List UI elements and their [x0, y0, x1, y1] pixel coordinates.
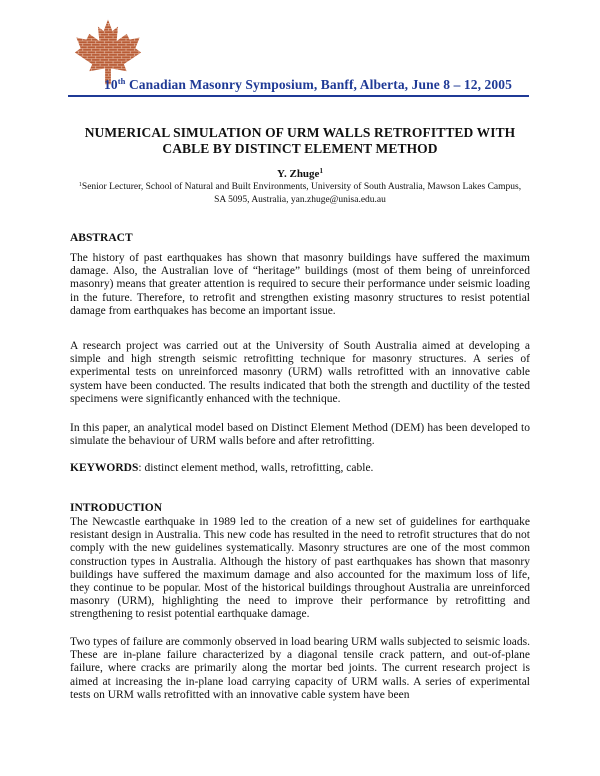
conference-header [70, 18, 530, 98]
author-mark: 1 [319, 167, 323, 175]
introduction-paragraph-2: Two types of failure are commonly observed in load bearing URM walls subjected to seismic loads. These are in-plane failure characterized by a diagonal tensile crack pattern, and out-of-plane failure, where cracks are primarily along the mortar bed joints. The current research project is aimed at increasing the in-plane load carrying capacity of URM walls. A series of experimental tests on URM walls retrofitted with an innovative cable system have been [70, 636, 530, 701]
abstract-heading: ABSTRACT [70, 232, 133, 244]
abstract-paragraph-3: In this paper, an analytical model based on Distinct Element Method (DEM) has been developed to simulate the behaviour of URM walls before and after retrofitting. [70, 422, 530, 448]
edition-suffix: th [117, 76, 126, 86]
affiliation [70, 181, 530, 206]
author-line [0, 168, 600, 180]
edition-number: 10 [104, 77, 118, 92]
affiliation-text-1: Senior Lecturer, School of Natural and Built Environments, University of South Australia, Mawson Lakes Campus, [81, 182, 522, 192]
introduction-heading: INTRODUCTION [70, 502, 163, 514]
keywords-line [70, 462, 530, 475]
symposium-name: Canadian Masonry Symposium, Banff, Alberta, June 8 – 12, 2005 [125, 77, 512, 92]
keywords-text: : distinct element method, walls, retrofitting, cable. [138, 462, 374, 474]
introduction-paragraph-1: The Newcastle earthquake in 1989 led to the creation of a new set of guidelines for earthquake resistant design in Australia. This new code has resulted in the need to retrofit structures that do not comply with the new guidelines systematically. Masonry structures are one of the most common construction types in Australia. Although the history of past earthquakes has shown that masonry buildings have suffered the maximum damage and also accounted for the maximum loss of life, they continue to be popular. Most of the historical buildings throughout Australia are unreinforced masonry (URM), highlighting the need to improve their performance by retrofitting and strengthening to resist potential earthquake damage. [70, 516, 530, 621]
header-divider [68, 95, 529, 97]
title-line-1: NUMERICAL SIMULATION OF URM WALLS RETROFITTED WITH [84, 125, 516, 140]
paper-title [50, 125, 550, 157]
title-line-2: CABLE BY DISTINCT ELEMENT METHOD [162, 141, 438, 156]
affiliation-line-2: SA 5095, Australia, yan.zhuge@unisa.edu.au [214, 194, 386, 205]
affiliation-mark: 1 [78, 182, 82, 188]
affiliation-line-1 [70, 181, 530, 194]
author-name: Y. Zhuge [277, 168, 320, 180]
conference-title [104, 77, 534, 93]
abstract-paragraph-2: A research project was carried out at the University of South Australia aimed at developing a simple and high strength seismic retrofitting technique for masonry structures. A series of experimental tests on unreinforced masonry (URM) walls retrofitted with an innovative cable system have been conducted. The results indicated that both the strength and ductility of the tested specimens were significantly enhanced with the technique. [70, 340, 530, 405]
keywords-label: KEYWORDS [70, 462, 139, 474]
abstract-paragraph-1: The history of past earthquakes has shown that masonry buildings have suffered the maximum damage. Also, the Australian love of “heritage” buildings (most of them being of unreinforced masonry) means that greater attention is required to secure their performance under seismic loading in the future. Therefore, to retrofit and strengthen existing masonry structures to resist potential damage from earthquakes has become an important issue. [70, 252, 530, 317]
